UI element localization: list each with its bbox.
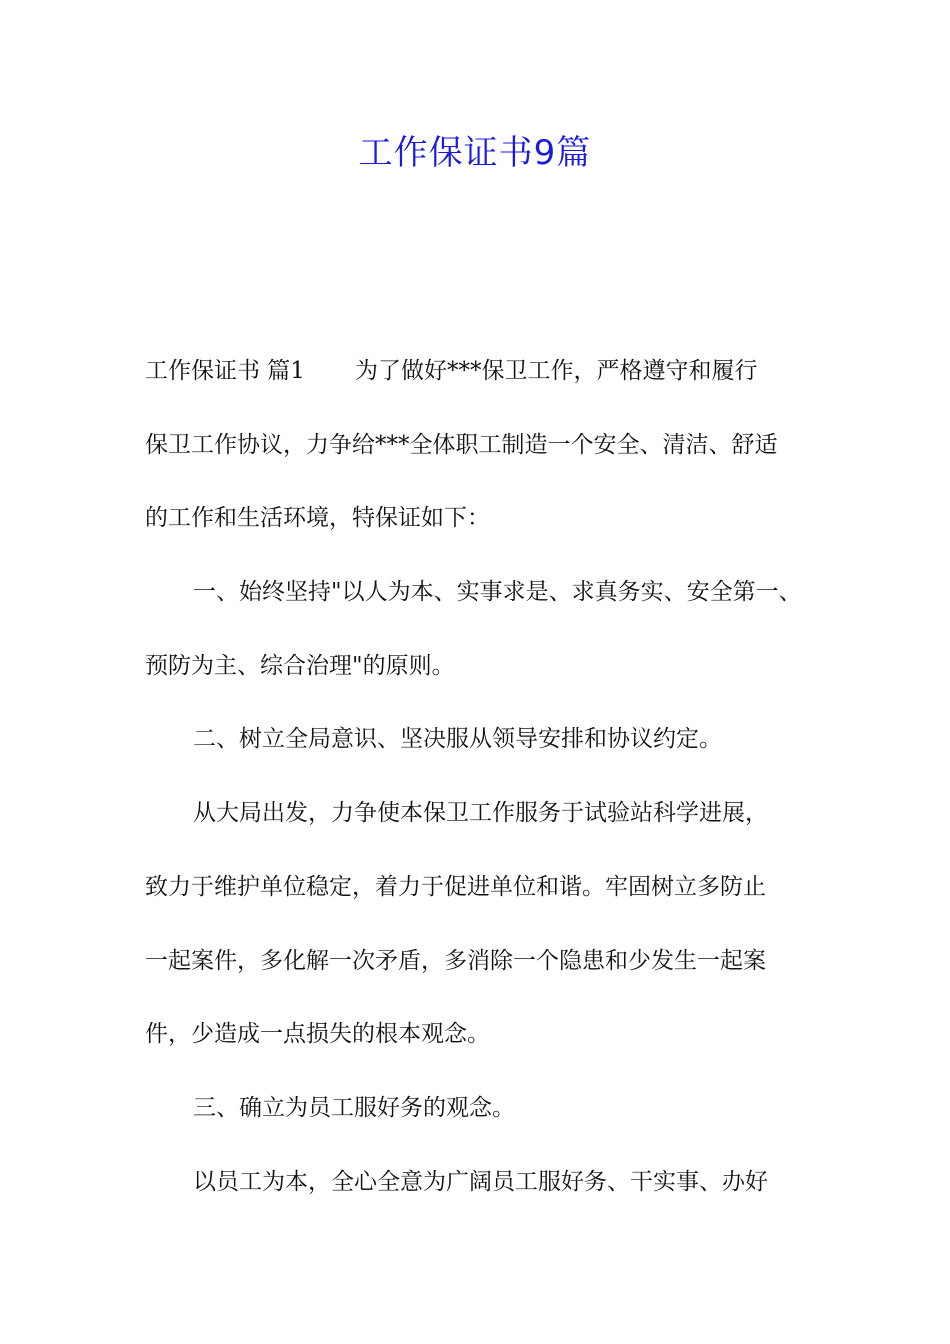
document-body bbox=[145, 335, 825, 1219]
text-line: 件，少造成一点损失的根本观念。 bbox=[145, 1021, 490, 1048]
text-line: 一起案件，多化解一次矛盾，多消除一个隐患和少发生一起案 bbox=[145, 947, 766, 974]
section-heading: 工作保证书 篇1 bbox=[145, 358, 305, 384]
text-line: 的工作和生活环境，特保证如下： bbox=[145, 505, 490, 532]
text-line: 保卫工作协议，力争给***全体职工制造一个安全、清洁、舒适 bbox=[145, 431, 778, 458]
text-line bbox=[145, 335, 825, 409]
document-title: 工作保证书9篇 bbox=[358, 133, 592, 173]
paragraph-text: 为了做好***保卫工作，严格遵守和履行 bbox=[354, 358, 758, 384]
text-line: 二、树立全局意识、坚决服从领导安排和协议约定。 bbox=[193, 726, 722, 753]
text-line: 一、始终坚持"以人为本、实事求是、求真务实、安全第一、 bbox=[193, 579, 802, 606]
text-line: 从大局出发，力争使本保卫工作服务于试验站科学进展， bbox=[193, 800, 768, 827]
text-line: 以员工为本，全心全意为广阔员工服好务、干实事、办好 bbox=[193, 1168, 768, 1195]
text-line: 预防为主、综合治理"的原则。 bbox=[145, 652, 455, 679]
text-line: 致力于维护单位稳定，着力于促进单位和谐。牢固树立多防止 bbox=[145, 873, 766, 900]
text-line: 三、确立为员工服好务的观念。 bbox=[193, 1094, 515, 1121]
